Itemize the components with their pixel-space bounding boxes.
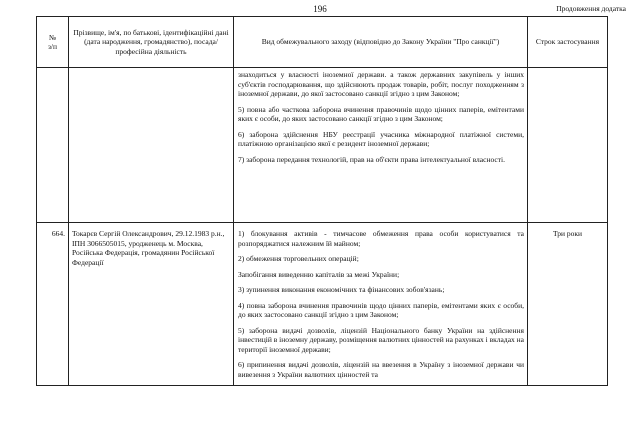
header-num: № з/п [37, 17, 69, 68]
header-person: Прізвище, ім'я, по батькові, ідентифікаційні дані (дата народження, громадянство), посада/професійна діяльність [69, 17, 234, 68]
table-row-664 [37, 223, 608, 386]
page-number: 196 [313, 4, 327, 14]
measure-item: 3) зупинення виконання економічних та фінансових зобов'язань; [238, 285, 445, 294]
measure-item: знаходиться у власності іноземної держави. а також державних закупівель у інших суб'єктів господарювання, що здійснюють продаж товарів, робіт, послуг походженням з іноземної держави, до якої застосовано санкції згідно з цим Законом; [238, 70, 524, 98]
sanctions-table [36, 16, 608, 386]
measure-item: 5) заборона видачі дозволів, ліцензій Національного банку України на здійснення інвестицій в іноземну державу, розміщення валютних цінностей на рахунках і вкладах на території іноземної держави; [238, 325, 524, 354]
table-header-row [37, 17, 608, 68]
cell-person-empty [69, 68, 234, 223]
measure-item: 5) повна або часткова заборона вчинення правочинів щодо цінних паперів, емітентами яких є особи, до яких застосовано санкції згідно з цим Законом; [238, 104, 524, 123]
cell-num: 664. [37, 223, 69, 386]
cell-person: Токарєв Сергій Олександрович, 29.12.1983 р.н., ІПН 3066505015, уродженець м. Москва, Російська Федерація, громадянин Російської Федерації [69, 223, 234, 386]
measure-item: 6) припинення видачі дозволів, ліцензій на ввезення в Україну з іноземної держави чи вивезення з України валютних цінностей та [238, 360, 524, 379]
cell-term: Три роки [528, 223, 608, 386]
measure-item: 4) повна заборона вчинення правочинів щодо цінних паперів, емітентами яких є особи, до яких застосовано санкції згідно з цим Законом; [238, 300, 524, 319]
header-term: Строк застосування [528, 17, 608, 68]
header-measure: Вид обмежувального заходу (відповідно до Закону України "Про санкції") [234, 17, 528, 68]
measure-item: 6) заборона здійснення НБУ реєстрації учасника міжнародної платіжної системи, платіжною організацією якої є резидент іноземної держави; [238, 129, 524, 148]
measure-item: Запобігання виведенню капіталів за межі України; [238, 269, 400, 279]
measure-item: 1) блокування активів - тимчасове обмеження права особи користуватися та розпоряджатися належним їй майном; [238, 229, 524, 248]
continuation-note: Продовження додатка [556, 4, 626, 13]
measure-item: 2) обмеження торговельних операцій; [238, 254, 359, 263]
table-row-continued [37, 68, 608, 223]
cell-num-empty [37, 68, 69, 223]
measure-item: 7) заборона передання технологій, прав на об'єкти права інтелектуальної власності. [238, 154, 505, 164]
cell-measures [234, 223, 528, 386]
cell-measures-continued [234, 68, 528, 223]
cell-term-empty [528, 68, 608, 223]
